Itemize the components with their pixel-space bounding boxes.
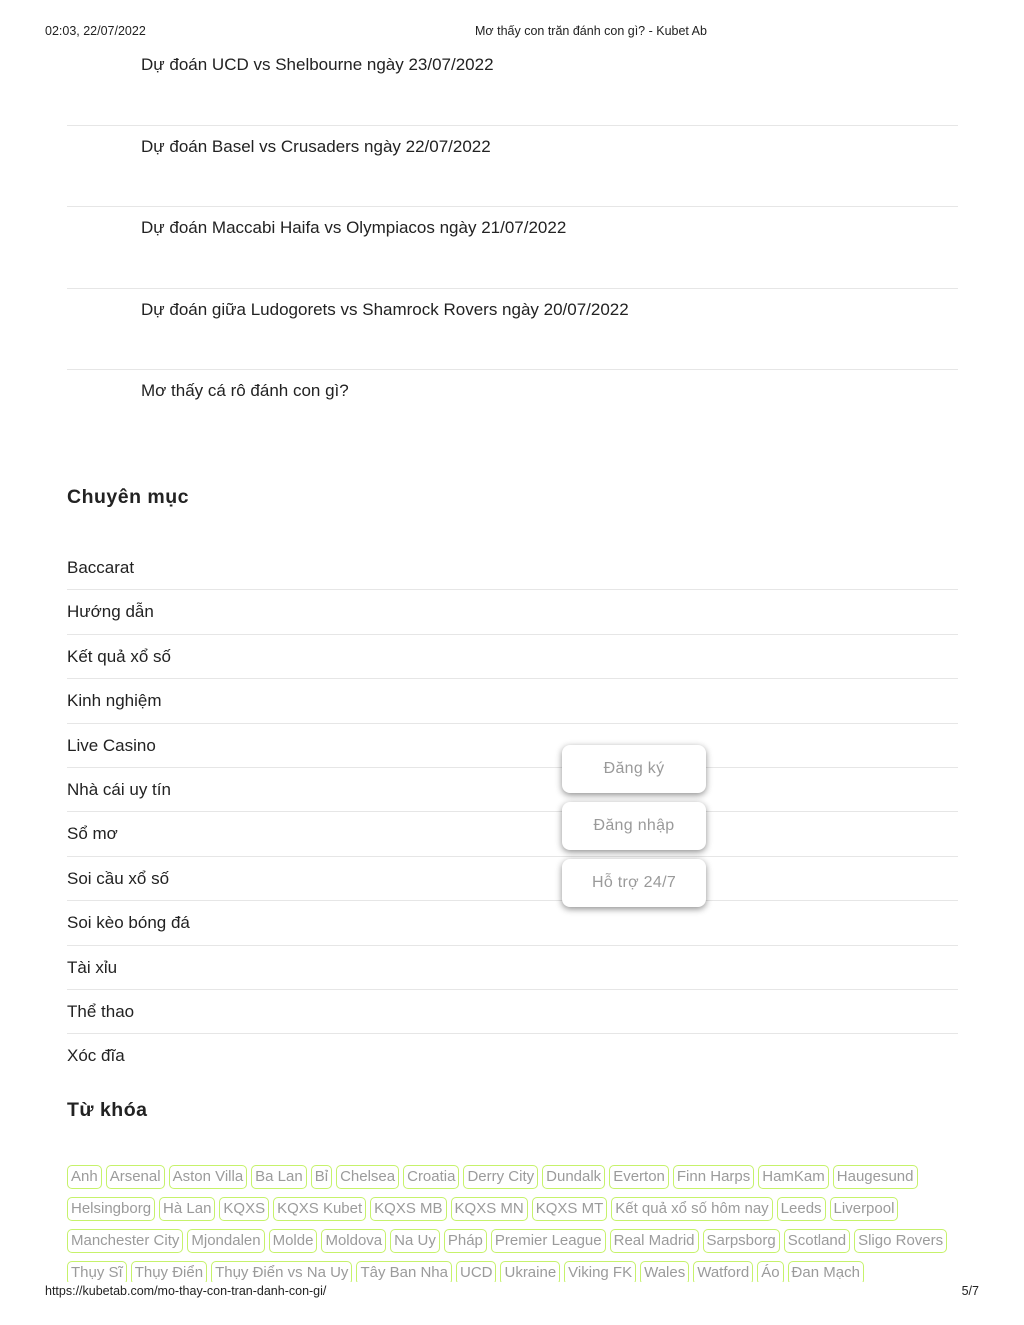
category-link[interactable]: Tài xỉu (67, 957, 118, 977)
category-link[interactable]: Nhà cái uy tín (67, 779, 171, 799)
keyword-tag[interactable]: Croatia (403, 1165, 459, 1189)
category-link[interactable]: Kết quả xổ số (67, 646, 171, 666)
keyword-tag[interactable]: Aston Villa (169, 1165, 248, 1189)
keyword-tag[interactable]: Sarpsborg (703, 1229, 780, 1253)
keyword-tag[interactable]: Scotland (784, 1229, 850, 1253)
list-item (67, 370, 958, 452)
keyword-tag[interactable]: Moldova (321, 1229, 386, 1253)
keyword-tag[interactable]: KQXS (219, 1197, 269, 1221)
category-link[interactable]: Soi kèo bóng đá (67, 913, 190, 933)
keyword-tag[interactable]: Premier League (491, 1229, 606, 1253)
keyword-tag[interactable]: Derry City (463, 1165, 538, 1189)
list-item (67, 289, 958, 371)
category-link[interactable]: Baccarat (67, 558, 135, 577)
keyword-tag[interactable]: Helsingborg (67, 1197, 155, 1221)
category-link[interactable]: Thể thao (67, 1001, 135, 1021)
keywords-heading: Từ khóa (67, 1099, 148, 1121)
keyword-tag-cloud (67, 1165, 967, 1282)
list-item (67, 946, 958, 990)
list-item (67, 1034, 958, 1078)
print-doc-title: Mơ thấy con trăn đánh con gì? - Kubet Ab (475, 24, 707, 38)
list-item (67, 546, 958, 590)
category-link[interactable]: Soi cầu xổ số (67, 868, 170, 888)
keyword-tag[interactable]: Ukraine (500, 1261, 560, 1282)
keyword-tag[interactable]: Mjondalen (187, 1229, 264, 1253)
category-link[interactable]: Sổ mơ (67, 824, 118, 844)
keyword-tag[interactable]: Haugesund (833, 1165, 918, 1189)
keyword-tag[interactable]: Áo (757, 1261, 783, 1282)
list-item (67, 857, 958, 901)
keyword-tag[interactable]: Chelsea (336, 1165, 399, 1189)
list-item (67, 901, 958, 945)
categories-list (67, 546, 958, 1079)
keyword-tag[interactable]: Kết quả xổ số hôm nay (611, 1197, 772, 1221)
list-item (67, 207, 958, 289)
keyword-tag[interactable]: Hà Lan (159, 1197, 215, 1221)
support-button[interactable]: Hỗ trợ 24/7 (562, 859, 706, 907)
keyword-tag[interactable]: Đan Mạch (788, 1261, 864, 1282)
keyword-tag[interactable]: Anh (67, 1165, 102, 1189)
print-url: https://kubetab.com/mo-thay-con-tran-danh-con-gi/ (45, 1284, 327, 1298)
keyword-tag[interactable]: Molde (269, 1229, 318, 1253)
keyword-tag[interactable]: Na Uy (390, 1229, 440, 1253)
keyword-tag[interactable]: UCD (456, 1261, 497, 1282)
keyword-tag[interactable]: Thụy Sĩ (67, 1261, 127, 1282)
keyword-tag[interactable]: Real Madrid (610, 1229, 699, 1253)
keyword-tag[interactable]: Tây Ban Nha (356, 1261, 452, 1282)
keyword-tag[interactable]: Viking FK (564, 1261, 636, 1282)
register-button[interactable]: Đăng ký (562, 745, 706, 793)
list-item (67, 126, 958, 208)
keyword-tag[interactable]: Manchester City (67, 1229, 183, 1253)
keyword-tag[interactable]: Ba Lan (251, 1165, 307, 1189)
keyword-tag[interactable]: Thụy Điển vs Na Uy (211, 1261, 352, 1282)
list-item (67, 812, 958, 856)
print-datetime: 02:03, 22/07/2022 (45, 24, 146, 38)
keyword-tag[interactable]: Arsenal (106, 1165, 165, 1189)
related-post-link[interactable]: Dự đoán Basel vs Crusaders ngày 22/07/2022 (141, 136, 491, 156)
list-item (67, 635, 958, 679)
keyword-tag[interactable]: KQXS MN (451, 1197, 528, 1221)
list-item (67, 590, 958, 634)
keyword-tag[interactable]: KQXS MT (532, 1197, 608, 1221)
keyword-tag[interactable]: Finn Harps (673, 1165, 754, 1189)
keyword-tag[interactable]: Sligo Rovers (854, 1229, 947, 1253)
related-post-link[interactable]: Mơ thấy cá rô đánh con gì? (141, 381, 349, 400)
list-item (67, 768, 958, 812)
keyword-tag[interactable]: Watford (693, 1261, 753, 1282)
category-link[interactable]: Kinh nghiệm (67, 691, 162, 711)
login-button[interactable]: Đăng nhập (562, 802, 706, 850)
list-item (67, 679, 958, 723)
category-link[interactable]: Hướng dẫn (67, 602, 154, 622)
category-link[interactable]: Xóc đĩa (67, 1046, 125, 1066)
categories-heading: Chuyên mục (67, 486, 190, 508)
keyword-tag[interactable]: KQXS Kubet (273, 1197, 366, 1221)
keyword-tag[interactable]: Wales (640, 1261, 689, 1282)
list-item (67, 44, 958, 126)
related-post-link[interactable]: Dự đoán Maccabi Haifa vs Olympiacos ngày 21/07/2022 (141, 218, 567, 237)
keyword-tag[interactable]: Thụy Điển (131, 1261, 207, 1282)
keyword-tag[interactable]: Liverpool (830, 1197, 899, 1221)
list-item (67, 990, 958, 1034)
keyword-tag[interactable]: Pháp (444, 1229, 487, 1253)
keyword-tag[interactable]: KQXS MB (370, 1197, 446, 1221)
list-item (67, 724, 958, 768)
category-link[interactable]: Live Casino (67, 735, 156, 755)
related-post-link[interactable]: Dự đoán giữa Ludogorets vs Shamrock Rovers ngày 20/07/2022 (141, 299, 629, 319)
print-page-number: 5/7 (961, 1284, 979, 1298)
keyword-tag[interactable]: Leeds (777, 1197, 826, 1221)
print-header (0, 24, 1024, 40)
keyword-tag[interactable]: HamKam (758, 1165, 829, 1189)
keyword-tag[interactable]: Bỉ (311, 1165, 332, 1189)
keyword-tag[interactable]: Everton (609, 1165, 669, 1189)
keyword-tag[interactable]: Dundalk (542, 1165, 605, 1189)
related-post-link[interactable]: Dự đoán UCD vs Shelbourne ngày 23/07/2022 (141, 55, 494, 74)
related-posts-list (67, 44, 958, 452)
